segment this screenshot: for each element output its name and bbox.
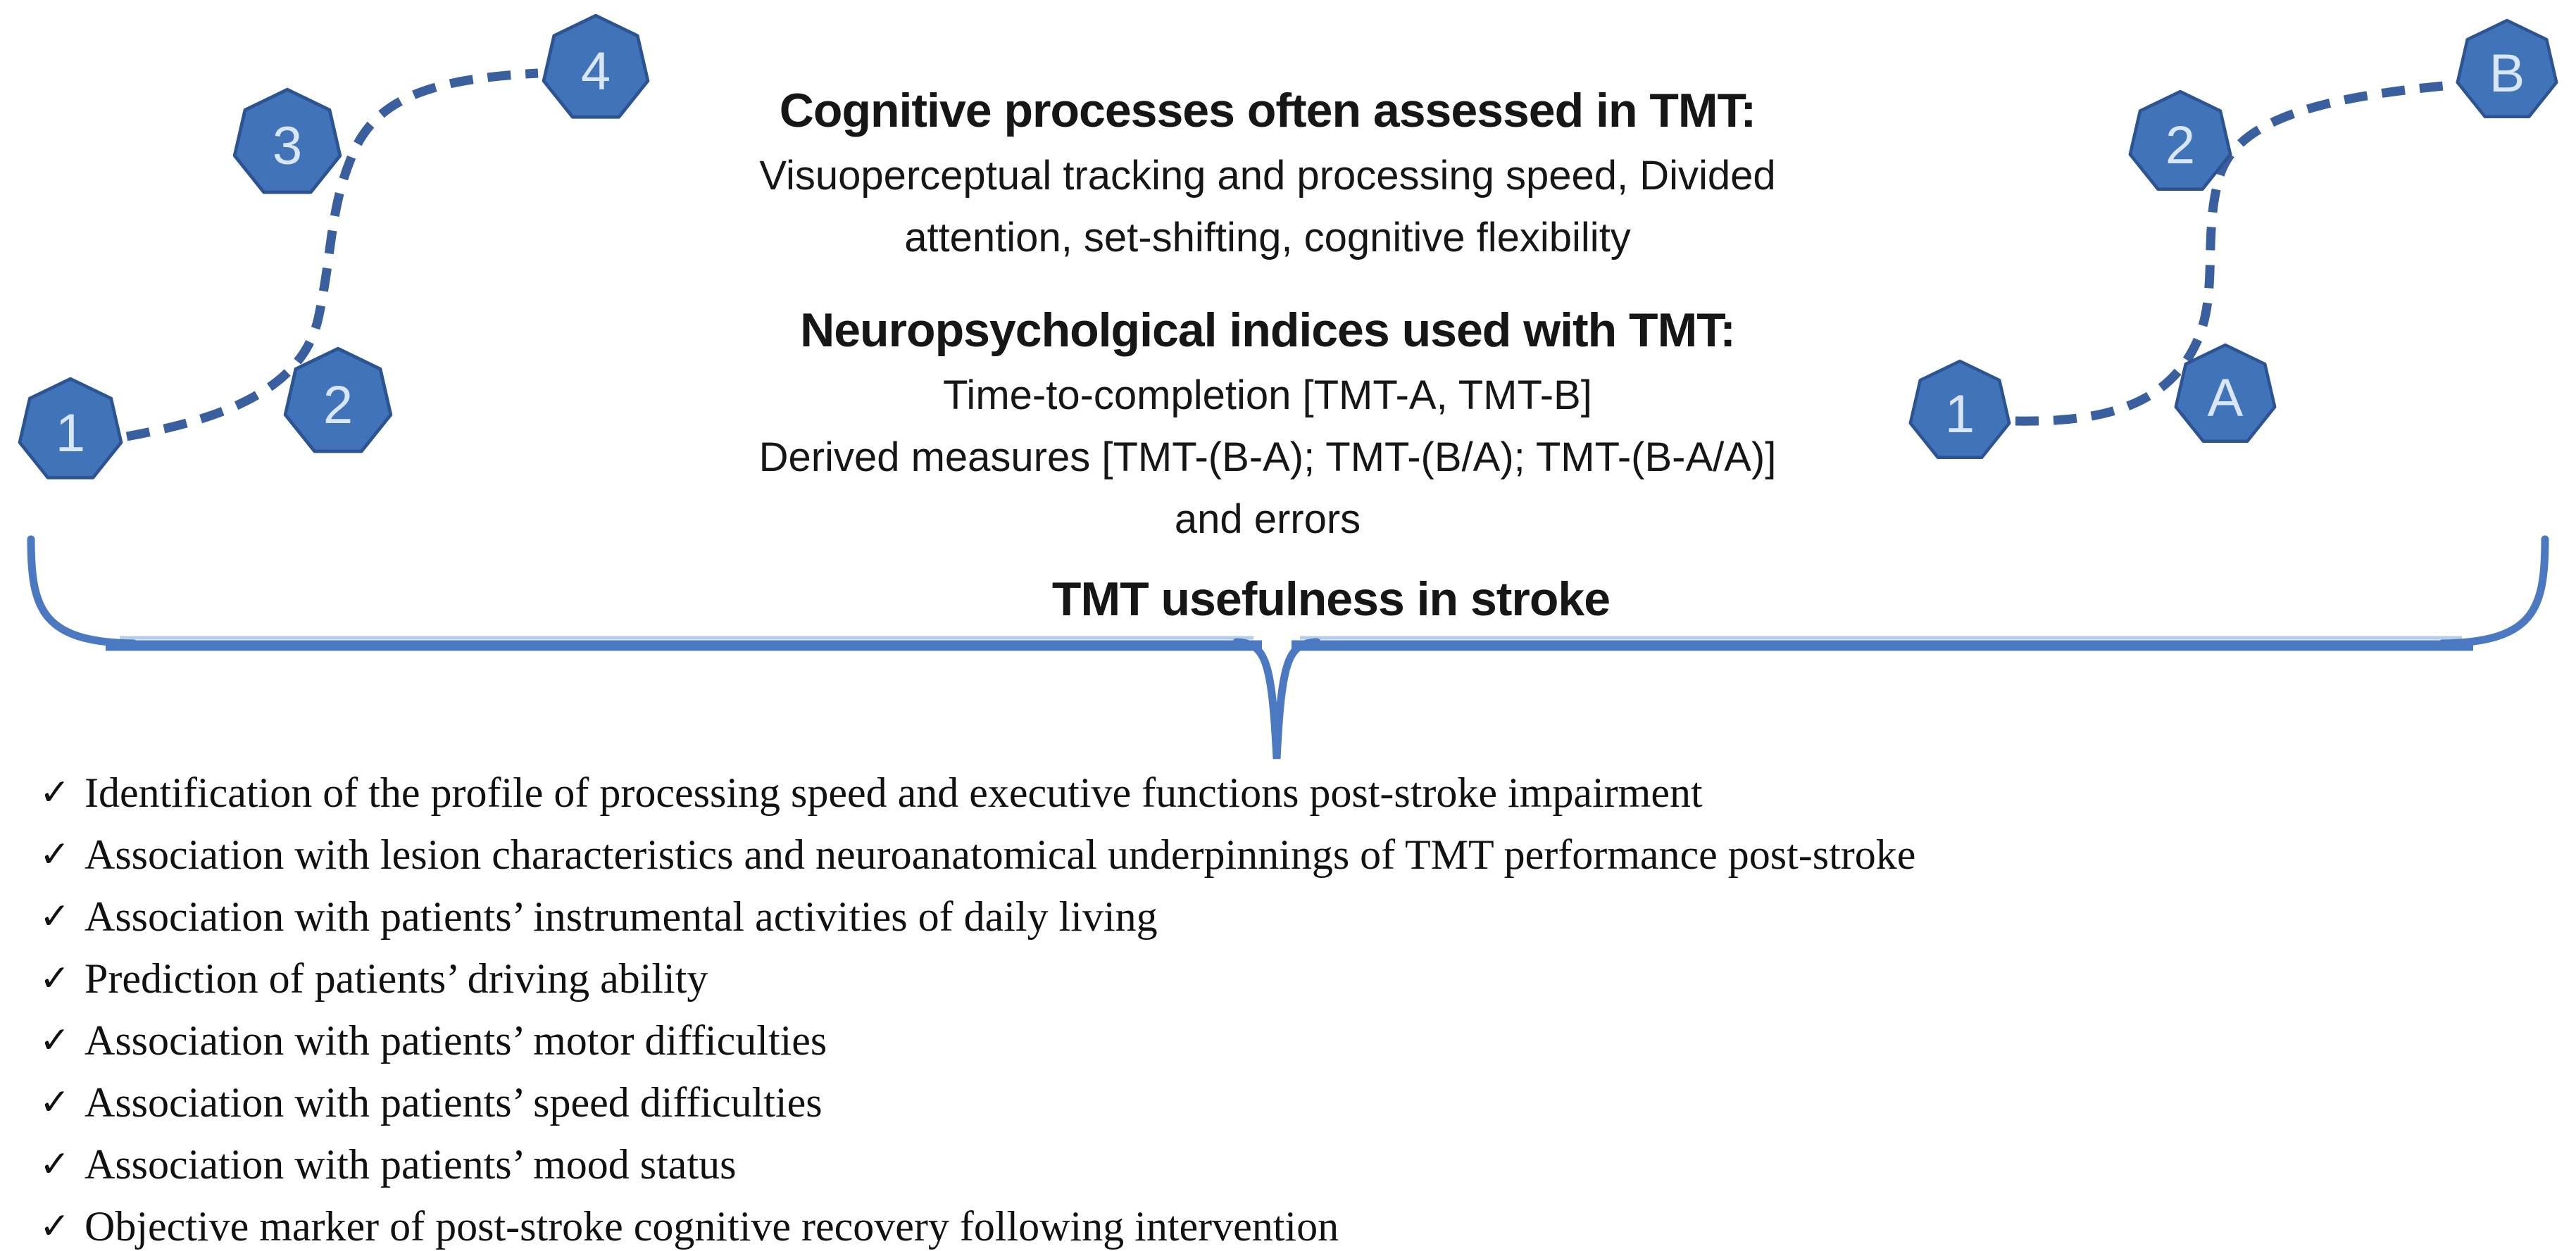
neuropsych-indices-title: Neuropsycholgical indices used with TMT: <box>800 303 1735 357</box>
checkmark-icon: ✓ <box>39 957 70 1000</box>
trail-b-node-2-label: 2 <box>2165 115 2196 175</box>
trail-a-node-4 <box>540 13 651 125</box>
cognitive-processes-line-2: attention, set-shifting, cognitive flexibility <box>904 215 1631 260</box>
checklist-item <box>39 886 2546 948</box>
trail-a-node-3-label: 3 <box>272 116 303 176</box>
checklist-item <box>39 1133 2546 1195</box>
trail-a-node-3 <box>231 87 344 200</box>
trail-a-node-2-label: 2 <box>323 375 354 435</box>
neuropsych-indices-line-3: and errors <box>1174 496 1361 542</box>
cognitive-processes-title: Cognitive processes often assessed in TMT: <box>779 84 1756 137</box>
trail-a-node-1 <box>16 377 125 485</box>
trail-a-node-1-label: 1 <box>55 403 86 463</box>
trail-a-node-4-label: 4 <box>580 42 611 101</box>
checkmark-icon: ✓ <box>39 1205 70 1247</box>
brace-curl-left <box>31 539 134 643</box>
trail-b-node-b <box>2454 18 2560 124</box>
checklist-item-text: Objective marker of post-stroke cognitive recovery following intervention <box>85 1203 1339 1250</box>
trail-b-node-1-label: 1 <box>1944 384 1975 444</box>
checklist-item <box>39 948 2546 1010</box>
checklist-item-text: Prediction of patients’ driving ability <box>85 955 708 1002</box>
trail-b-node-a-label: A <box>2207 368 2244 428</box>
checkmark-icon: ✓ <box>39 1081 70 1124</box>
checklist-item-text: Association with patients’ speed difficulties <box>85 1079 823 1126</box>
neuropsych-indices-line-2: Derived measures [TMT-(B-A); TMT-(B/A); TMT-(B-A/A)] <box>758 434 1777 480</box>
checkmark-icon: ✓ <box>39 1019 70 1062</box>
checklist-item <box>39 762 2546 824</box>
checklist-item-text: Association with patients’ instrumental activities of daily living <box>85 893 1158 940</box>
brace-curl-right <box>2442 539 2545 643</box>
checklist-item-text: Association with patients’ mood status <box>85 1141 737 1188</box>
checkmark-icon: ✓ <box>39 834 70 876</box>
checklist-item-text: Association with patients’ motor difficulties <box>85 1017 827 1064</box>
tmt-usefulness-heading: TMT usefulness in stroke <box>1051 572 1611 626</box>
trail-b-node-a <box>2172 343 2278 448</box>
checkmark-icon: ✓ <box>39 772 70 814</box>
neuropsych-indices-line-1: Time-to-completion [TMT-A, TMT-B] <box>943 372 1592 418</box>
trail-a-node-2 <box>282 346 394 459</box>
usefulness-checklist <box>39 762 2546 1251</box>
checkmark-icon: ✓ <box>39 1143 70 1186</box>
checklist-item <box>39 1010 2546 1071</box>
checklist-item-text: Identification of the profile of processing speed and executive functions post-stroke impairment <box>85 769 1703 816</box>
checklist-item-text: Association with lesion characteristics and neuroanatomical underpinnings of TMT performance post-stroke <box>85 831 1916 878</box>
checklist-item <box>39 1195 2546 1251</box>
checkmark-icon: ✓ <box>39 895 70 938</box>
checklist-item <box>39 1071 2546 1133</box>
center-text-block <box>669 83 1866 551</box>
brace-center-tail <box>1237 642 1317 759</box>
cognitive-processes-line-1: Visuoperceptual tracking and processing speed, Divided <box>759 153 1776 199</box>
trail-b-node-2 <box>2127 89 2234 196</box>
trail-b-node-1 <box>1907 359 2013 465</box>
trail-b-node-b-label: B <box>2489 44 2525 103</box>
checklist-item <box>39 824 2546 886</box>
